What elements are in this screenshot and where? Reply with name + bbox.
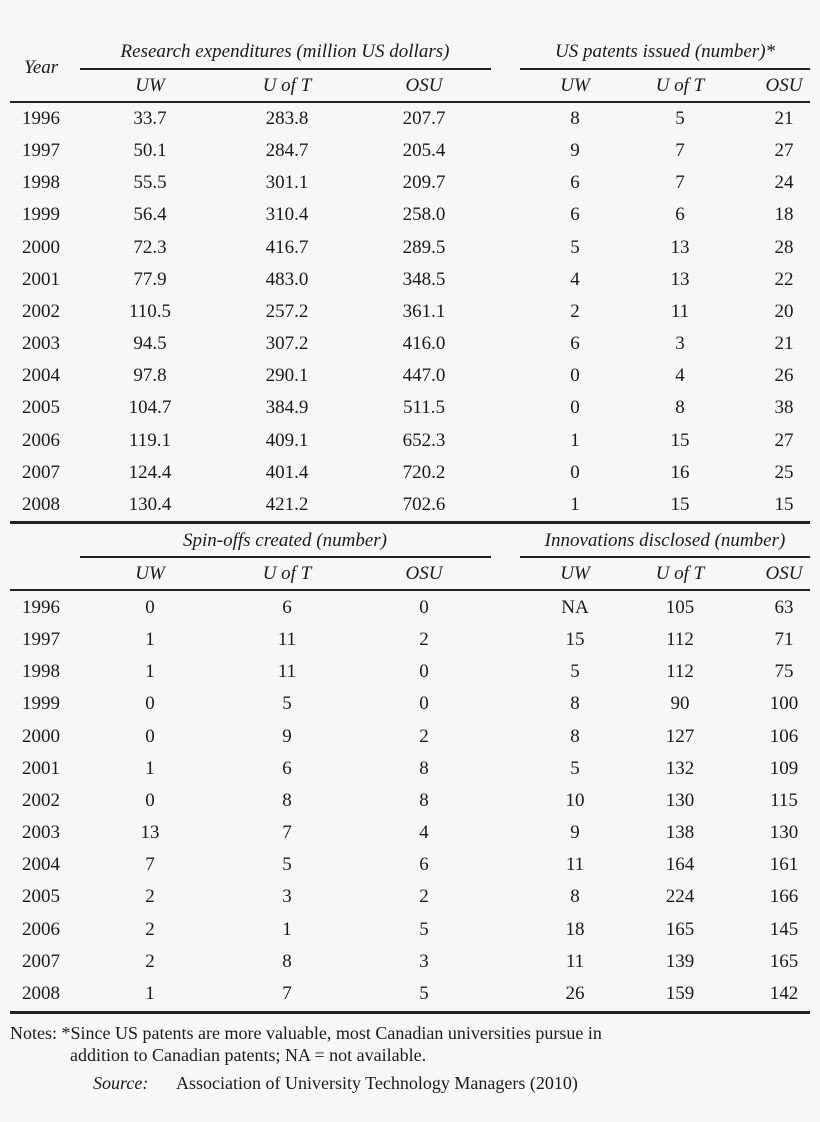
section-bottom-rule — [10, 521, 810, 524]
column-header: UW — [560, 75, 590, 96]
table-cell: 130.4 — [128, 493, 172, 515]
table-cell: 24 — [774, 172, 794, 194]
year-cell: 2001 — [22, 757, 60, 779]
table-cell: 6 — [570, 333, 580, 355]
table-cell: 11 — [277, 661, 297, 683]
table-cell: 7 — [675, 172, 685, 194]
table-cell: 301.1 — [265, 172, 309, 194]
notes-line-1: Notes: *Since US patents are more valuable, most Canadian universities pursue in — [10, 1023, 602, 1043]
year-cell: 2006 — [22, 918, 60, 940]
table-cell: 5 — [419, 918, 429, 940]
table-cell: 104.7 — [128, 397, 172, 419]
table-cell: 100 — [769, 693, 799, 715]
table-cell: 7 — [282, 822, 292, 844]
table-cell: 106 — [769, 725, 799, 747]
table-cell: 27 — [774, 140, 794, 162]
table-cell: 9 — [282, 725, 292, 747]
table-cell: 720.2 — [402, 461, 446, 483]
table-cell: 6 — [282, 757, 292, 779]
table-cell: 3 — [282, 886, 292, 908]
table-cell: 124.4 — [128, 461, 172, 483]
table-cell: 0 — [570, 365, 580, 387]
table-cell: 145 — [769, 918, 799, 940]
table-cell: 7 — [675, 140, 685, 162]
table-cell: 290.1 — [265, 365, 309, 387]
column-header: U of T — [262, 563, 312, 584]
table-cell: 4 — [675, 365, 685, 387]
table-cell: 416.0 — [402, 333, 446, 355]
table-cell: 77.9 — [133, 268, 167, 290]
table-cell: 0 — [145, 693, 155, 715]
table-cell: 409.1 — [265, 429, 309, 451]
column-header: UW — [135, 563, 165, 584]
table-cell: 166 — [769, 886, 799, 908]
group-header: Innovations disclosed (number) — [544, 530, 786, 551]
table-cell: 2 — [419, 725, 429, 747]
table-cell: 5 — [419, 982, 429, 1004]
table-cell: 112 — [666, 661, 694, 683]
table-cell: 75 — [774, 661, 794, 683]
column-header: U of T — [655, 75, 705, 96]
table-cell: 50.1 — [133, 140, 167, 162]
table-cell: 15 — [670, 493, 690, 515]
year-cell: 2005 — [22, 397, 60, 419]
table-cell: 94.5 — [133, 333, 167, 355]
year-cell: 2002 — [22, 300, 60, 322]
table-cell: 15 — [670, 429, 690, 451]
table-cell: 127 — [665, 725, 695, 747]
table-cell: 348.5 — [402, 268, 446, 290]
table-cell: 447.0 — [402, 365, 446, 387]
header-rule — [10, 101, 810, 103]
column-header: U of T — [655, 563, 705, 584]
year-cell: 1996 — [22, 597, 60, 618]
table-cell: 289.5 — [402, 236, 446, 258]
table-cell: 5 — [675, 108, 685, 129]
table-cell: 159 — [665, 982, 695, 1004]
table-cell: 6 — [282, 597, 292, 618]
table-cell: 26 — [565, 982, 585, 1004]
table-cell: 165 — [769, 950, 799, 972]
table-cell: 138 — [665, 822, 695, 844]
year-cell: 2007 — [22, 950, 60, 972]
source-text: Association of University Technology Managers (2010) — [176, 1073, 578, 1093]
year-cell: 2006 — [22, 429, 60, 451]
table-cell: 72.3 — [133, 236, 167, 258]
table-cell: 207.7 — [402, 108, 446, 129]
group-header: US patents issued (number)* — [554, 41, 776, 62]
table-cell: 55.5 — [133, 172, 167, 194]
table-cell: 2 — [145, 886, 155, 908]
column-header: OSU — [405, 563, 443, 584]
year-cell: 1997 — [22, 140, 60, 162]
year-cell: 2000 — [22, 236, 60, 258]
year-cell: 2001 — [22, 268, 60, 290]
table-cell: 109 — [769, 757, 799, 779]
table-cell: 28 — [774, 236, 794, 258]
table-cell: 119.1 — [128, 429, 172, 451]
table-cell: 6 — [570, 204, 580, 226]
table-cell: 11 — [277, 629, 297, 651]
table-cell: 130 — [665, 789, 695, 811]
table-cell: 5 — [282, 854, 292, 876]
table-cell: 6 — [570, 172, 580, 194]
table-cell: 165 — [665, 918, 695, 940]
group-underline — [80, 556, 491, 558]
table-cell: 63 — [774, 597, 794, 618]
table-cell: 4 — [419, 822, 429, 844]
table-cell: 8 — [282, 950, 292, 972]
table-cell: 258.0 — [402, 204, 446, 226]
table-cell: 0 — [419, 693, 429, 715]
table-cell: 1 — [282, 918, 292, 940]
table-cell: 16 — [670, 461, 690, 483]
table-cell: 284.7 — [265, 140, 309, 162]
table-cell: 384.9 — [265, 397, 309, 419]
table-cell: 11 — [565, 950, 585, 972]
table-cell: 5 — [570, 757, 580, 779]
table-cell: 421.2 — [265, 493, 309, 515]
table-cell: 90 — [670, 693, 690, 715]
table-cell: 5 — [570, 236, 580, 258]
table-cell: 8 — [570, 725, 580, 747]
table-cell: 2 — [419, 629, 429, 651]
table-cell: 13 — [140, 822, 160, 844]
table-cell: 3 — [419, 950, 429, 972]
table-cell: 1 — [145, 661, 155, 683]
table-cell: 8 — [570, 108, 580, 129]
table-cell: 0 — [570, 461, 580, 483]
year-cell: 1999 — [22, 693, 60, 715]
table-cell: 110.5 — [128, 300, 172, 322]
table-cell: 8 — [419, 789, 429, 811]
table-cell: 2 — [145, 918, 155, 940]
table-cell: 0 — [145, 597, 155, 618]
year-cell: 2004 — [22, 854, 60, 876]
table-cell: 702.6 — [402, 493, 446, 515]
year-cell: 2004 — [22, 365, 60, 387]
table-cell: 483.0 — [265, 268, 309, 290]
year-cell: 2003 — [22, 333, 60, 355]
table-cell: 8 — [282, 789, 292, 811]
column-header: U of T — [262, 75, 312, 96]
table-cell: 142 — [769, 982, 799, 1004]
year-cell: 1997 — [22, 629, 60, 651]
year-cell: 2000 — [22, 725, 60, 747]
table-cell: 1 — [570, 493, 580, 515]
table-cell: 0 — [570, 397, 580, 419]
table-cell: 7 — [145, 854, 155, 876]
table-cell: 33.7 — [133, 108, 167, 129]
notes-line-2: addition to Canadian patents; NA = not available. — [70, 1045, 427, 1065]
table-cell: 9 — [570, 140, 580, 162]
table-cell: 5 — [570, 661, 580, 683]
table-cell: 7 — [282, 982, 292, 1004]
table-cell: 11 — [565, 854, 585, 876]
table-cell: 1 — [145, 757, 155, 779]
table-cell: 115 — [770, 789, 798, 811]
table-cell: 18 — [774, 204, 794, 226]
table-cell: 164 — [665, 854, 695, 876]
table-cell: 3 — [675, 333, 685, 355]
table-cell: 21 — [774, 333, 794, 355]
table-cell: 401.4 — [265, 461, 309, 483]
table-cell: 8 — [570, 693, 580, 715]
group-underline — [520, 68, 810, 70]
table-cell: 132 — [665, 757, 695, 779]
table-cell: 416.7 — [265, 236, 309, 258]
table-cell: 1 — [570, 429, 580, 451]
column-header: OSU — [765, 563, 803, 584]
table-cell: 0 — [145, 725, 155, 747]
table-cell: 25 — [774, 461, 794, 483]
table-cell: 652.3 — [402, 429, 446, 451]
year-cell: 2008 — [22, 982, 60, 1004]
table-cell: 511.5 — [402, 397, 446, 419]
table-cell: 97.8 — [133, 365, 167, 387]
column-header: OSU — [765, 75, 803, 96]
table-cell: 130 — [769, 822, 799, 844]
table-cell: 8 — [675, 397, 685, 419]
year-cell: 1998 — [22, 661, 60, 683]
column-header: UW — [135, 75, 165, 96]
table-cell: 15 — [565, 629, 585, 651]
column-header: UW — [560, 563, 590, 584]
group-underline — [520, 556, 810, 558]
table-cell: 361.1 — [402, 300, 446, 322]
table-cell: 8 — [570, 886, 580, 908]
table-cell: 38 — [774, 397, 794, 419]
table-cell: 112 — [666, 629, 694, 651]
table-cell: 18 — [565, 918, 585, 940]
table-cell: 22 — [774, 268, 794, 290]
group-underline — [80, 68, 491, 70]
year-header: Year — [24, 57, 59, 78]
table-cell: 0 — [145, 789, 155, 811]
year-cell: 2007 — [22, 461, 60, 483]
table-cell: 8 — [419, 757, 429, 779]
table-cell: 9 — [570, 822, 580, 844]
section-bottom-rule — [10, 1011, 810, 1014]
table-cell: 20 — [774, 300, 794, 322]
year-cell: 1998 — [22, 172, 60, 194]
table-cell: 139 — [665, 950, 695, 972]
table-cell: 11 — [670, 300, 690, 322]
header-rule — [10, 589, 810, 591]
table-cell: 71 — [774, 629, 794, 651]
table-cell: 13 — [670, 236, 690, 258]
table-cell: 6 — [675, 204, 685, 226]
table-cell: 2 — [570, 300, 580, 322]
source-label: Source: — [93, 1073, 149, 1093]
table-cell: 1 — [145, 982, 155, 1004]
table-cell: 6 — [419, 854, 429, 876]
table-cell: 283.8 — [265, 108, 309, 129]
table-cell: 13 — [670, 268, 690, 290]
table-cell: 307.2 — [265, 333, 309, 355]
table-cell: 27 — [774, 429, 794, 451]
table-cell: 56.4 — [133, 204, 167, 226]
table-cell: 1 — [145, 629, 155, 651]
table-cell: 205.4 — [402, 140, 446, 162]
table-cell: 10 — [565, 789, 585, 811]
table-cell: 224 — [665, 886, 695, 908]
table-cell: 4 — [570, 268, 580, 290]
table-cell: 26 — [774, 365, 794, 387]
year-cell: 2003 — [22, 822, 60, 844]
table-cell: 209.7 — [402, 172, 446, 194]
column-header: OSU — [405, 75, 443, 96]
year-cell: 1999 — [22, 204, 60, 226]
table-cell: 5 — [282, 693, 292, 715]
group-header: Spin-offs created (number) — [182, 530, 388, 551]
table-cell: 161 — [769, 854, 799, 876]
table-cell: 257.2 — [265, 300, 309, 322]
table-cell: 2 — [419, 886, 429, 908]
table-cell: 0 — [419, 597, 429, 618]
table-cell: 0 — [419, 661, 429, 683]
year-cell: 2008 — [22, 493, 60, 515]
group-header: Research expenditures (million US dollars) — [120, 41, 450, 62]
table-cell: 310.4 — [265, 204, 309, 226]
table-cell: 15 — [774, 493, 794, 515]
table-cell: 2 — [145, 950, 155, 972]
table-cell: 105 — [665, 597, 695, 618]
year-cell: 1996 — [22, 108, 60, 129]
table-cell: NA — [561, 597, 589, 618]
table-cell: 21 — [774, 108, 794, 129]
year-cell: 2005 — [22, 886, 60, 908]
year-cell: 2002 — [22, 789, 60, 811]
